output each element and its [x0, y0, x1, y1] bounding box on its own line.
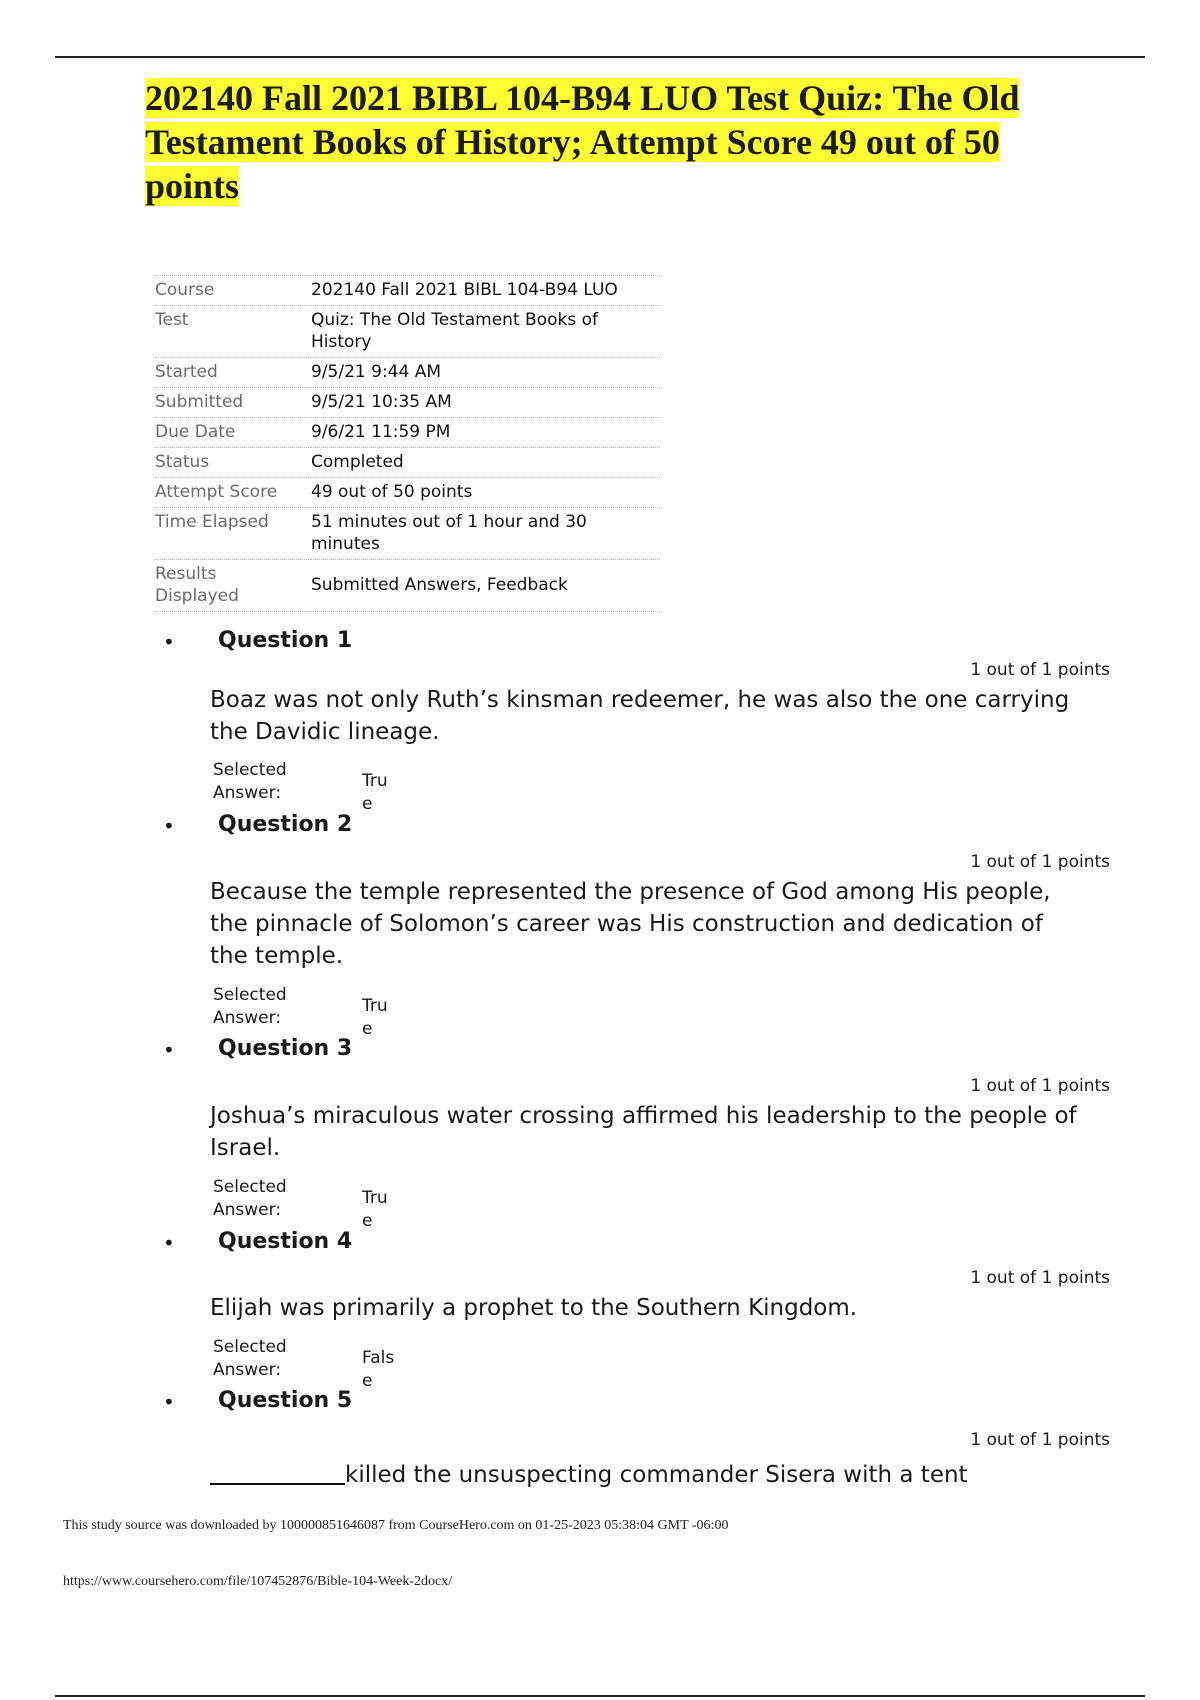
info-row-results-displayed [155, 560, 660, 612]
selected-answer-label: Selected Answer: [213, 760, 287, 803]
info-row-attempt-score [155, 478, 660, 508]
selected-answer-value: True [362, 1188, 388, 1231]
question-title: Question 4 [218, 1229, 353, 1254]
info-row-status [155, 448, 660, 478]
download-notice: This study source was downloaded by 100000851646087 from CourseHero.com on 01-25-2023 05:38:04 GMT -06:00 [63, 1518, 729, 1533]
question-title: Question 2 [218, 812, 353, 837]
page-title: 202140 Fall 2021 BIBL 104-B94 LUO Test Quiz: The Old Testament Books of History; Attempt Score 49 out of 50 points [145, 78, 1020, 206]
question-text: Joshua’s miraculous water crossing affirmed his leadership to the people of Israel. [210, 1103, 1077, 1161]
question-points: 1 out of 1 points [970, 1268, 1110, 1288]
info-row-time-elapsed [155, 508, 660, 560]
selected-answer-label: Selected Answer: [213, 1337, 287, 1380]
top-divider [55, 56, 1145, 58]
info-value: 9/6/21 11:59 PM [311, 422, 451, 442]
selected-answer-label: Selected Answer: [213, 1177, 287, 1220]
bottom-divider [55, 1695, 1145, 1697]
question-text [210, 1459, 1080, 1491]
question-text: Boaz was not only Ruth’s kinsman redeemer, he was also the one carrying the Davidic lineage. [210, 687, 1070, 745]
info-label: Due Date [155, 422, 236, 442]
question-title: Question 3 [218, 1036, 353, 1061]
info-row-due-date [155, 418, 660, 448]
info-value: 202140 Fall 2021 BIBL 104-B94 LUO [311, 280, 618, 300]
info-label: Status [155, 452, 210, 472]
selected-answer-label: Selected Answer: [213, 985, 287, 1028]
info-row-test [155, 306, 660, 358]
info-value: 49 out of 50 points [311, 482, 473, 502]
info-value: 9/5/21 9:44 AM [311, 362, 441, 382]
info-value: Completed [311, 452, 404, 472]
source-url[interactable]: https://www.coursehero.com/file/107452876/Bible-104-Week-2docx/ [63, 1574, 453, 1589]
info-label: Results Displayed [155, 564, 239, 606]
info-label: Attempt Score [155, 482, 278, 502]
question-text-content: killed the unsuspecting commander Sisera with a tent [345, 1462, 968, 1488]
bullet-icon: • [163, 1390, 175, 1414]
info-label: Submitted [155, 392, 244, 412]
selected-answer-value: True [362, 996, 388, 1039]
info-label: Course [155, 280, 215, 300]
selected-answer-value: False [362, 1348, 395, 1391]
info-value: Quiz: The Old Testament Books of History [311, 310, 598, 352]
question-points: 1 out of 1 points [970, 1076, 1110, 1096]
test-info-table [155, 275, 660, 612]
question-text: Because the temple represented the presence of God among His people, the pinnacle of Solomon’s career was His construction and dedication of the temple. [210, 879, 1051, 969]
question-points: 1 out of 1 points [970, 852, 1110, 872]
info-value: 9/5/21 10:35 AM [311, 392, 452, 412]
question-title: Question 1 [218, 628, 353, 653]
question-points: 1 out of 1 points [970, 1430, 1110, 1450]
info-label: Started [155, 362, 218, 382]
question-text: Elijah was primarily a prophet to the Southern Kingdom. [210, 1295, 858, 1321]
info-value: Submitted Answers, Feedback [311, 575, 568, 595]
bullet-icon: • [163, 1038, 175, 1062]
info-row-course [155, 276, 660, 306]
info-label: Time Elapsed [155, 512, 269, 532]
bullet-icon: • [163, 1231, 175, 1255]
answer-blank [210, 1459, 345, 1485]
info-row-submitted [155, 388, 660, 418]
info-value: 51 minutes out of 1 hour and 30 minutes [311, 512, 587, 554]
question-points: 1 out of 1 points [970, 660, 1110, 680]
info-row-started [155, 358, 660, 388]
bullet-icon: • [163, 630, 175, 654]
question-title: Question 5 [218, 1388, 353, 1413]
bullet-icon: • [163, 814, 175, 838]
info-label: Test [155, 310, 189, 330]
selected-answer-value: True [362, 771, 388, 814]
